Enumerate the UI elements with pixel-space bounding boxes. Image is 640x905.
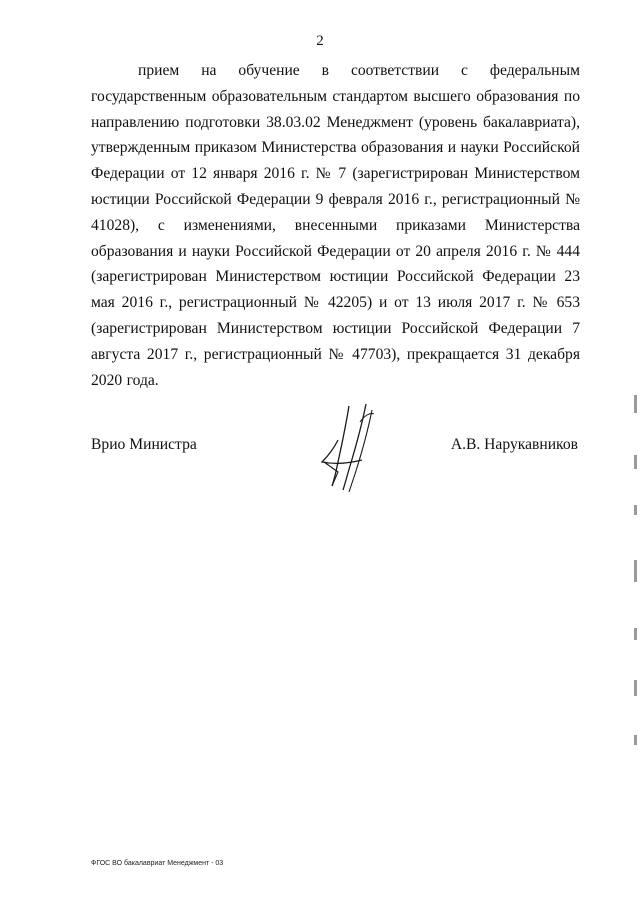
scan-edge-mark — [634, 395, 637, 413]
page-number: 2 — [316, 33, 324, 49]
scan-edge-mark — [634, 505, 637, 515]
signatory-name: А.В. Нарукавников — [450, 436, 578, 453]
body-paragraph: прием на обучение в соответствии с федеральным государственным образовательным стандартом высшего образования по направлению подготовки 38.03.02 Менеджмент (уровень бакалавриата), утвержденным приказом Министерства образования и науки Российской Федерации от 12 января 2016 г. № 7 (зарегистрирован Министерством юстиции Российской Федерации 9 февраля 2016 г., регистрационный № 41028), с изменениями, внесенными приказами Министерства образования и науки Российской Федерации от 20 апреля 2016 г. № 444 (зарегистрирован Министерством юстиции Российской Федерации 23 мая 2016 г., регистрационный № 42205) и от 13 июля 2017 г. № 653 (зарегистрирован Министерством юстиции Российской Федерации 7 августа 2017 г., регистрационный № 47703), прекращается 31 декабря 2020 года. — [91, 62, 580, 389]
signatory-position: Врио Министра — [91, 436, 197, 453]
document-footer: ФГОС ВО бакалавриат Менеджмент - 03 — [91, 860, 224, 867]
scan-edge-mark — [634, 680, 637, 696]
scan-edge-mark — [634, 735, 637, 745]
handwritten-signature — [316, 402, 386, 494]
scan-edge-mark — [634, 628, 637, 640]
scan-edge-mark — [634, 560, 637, 582]
scan-edge-mark — [634, 455, 637, 469]
